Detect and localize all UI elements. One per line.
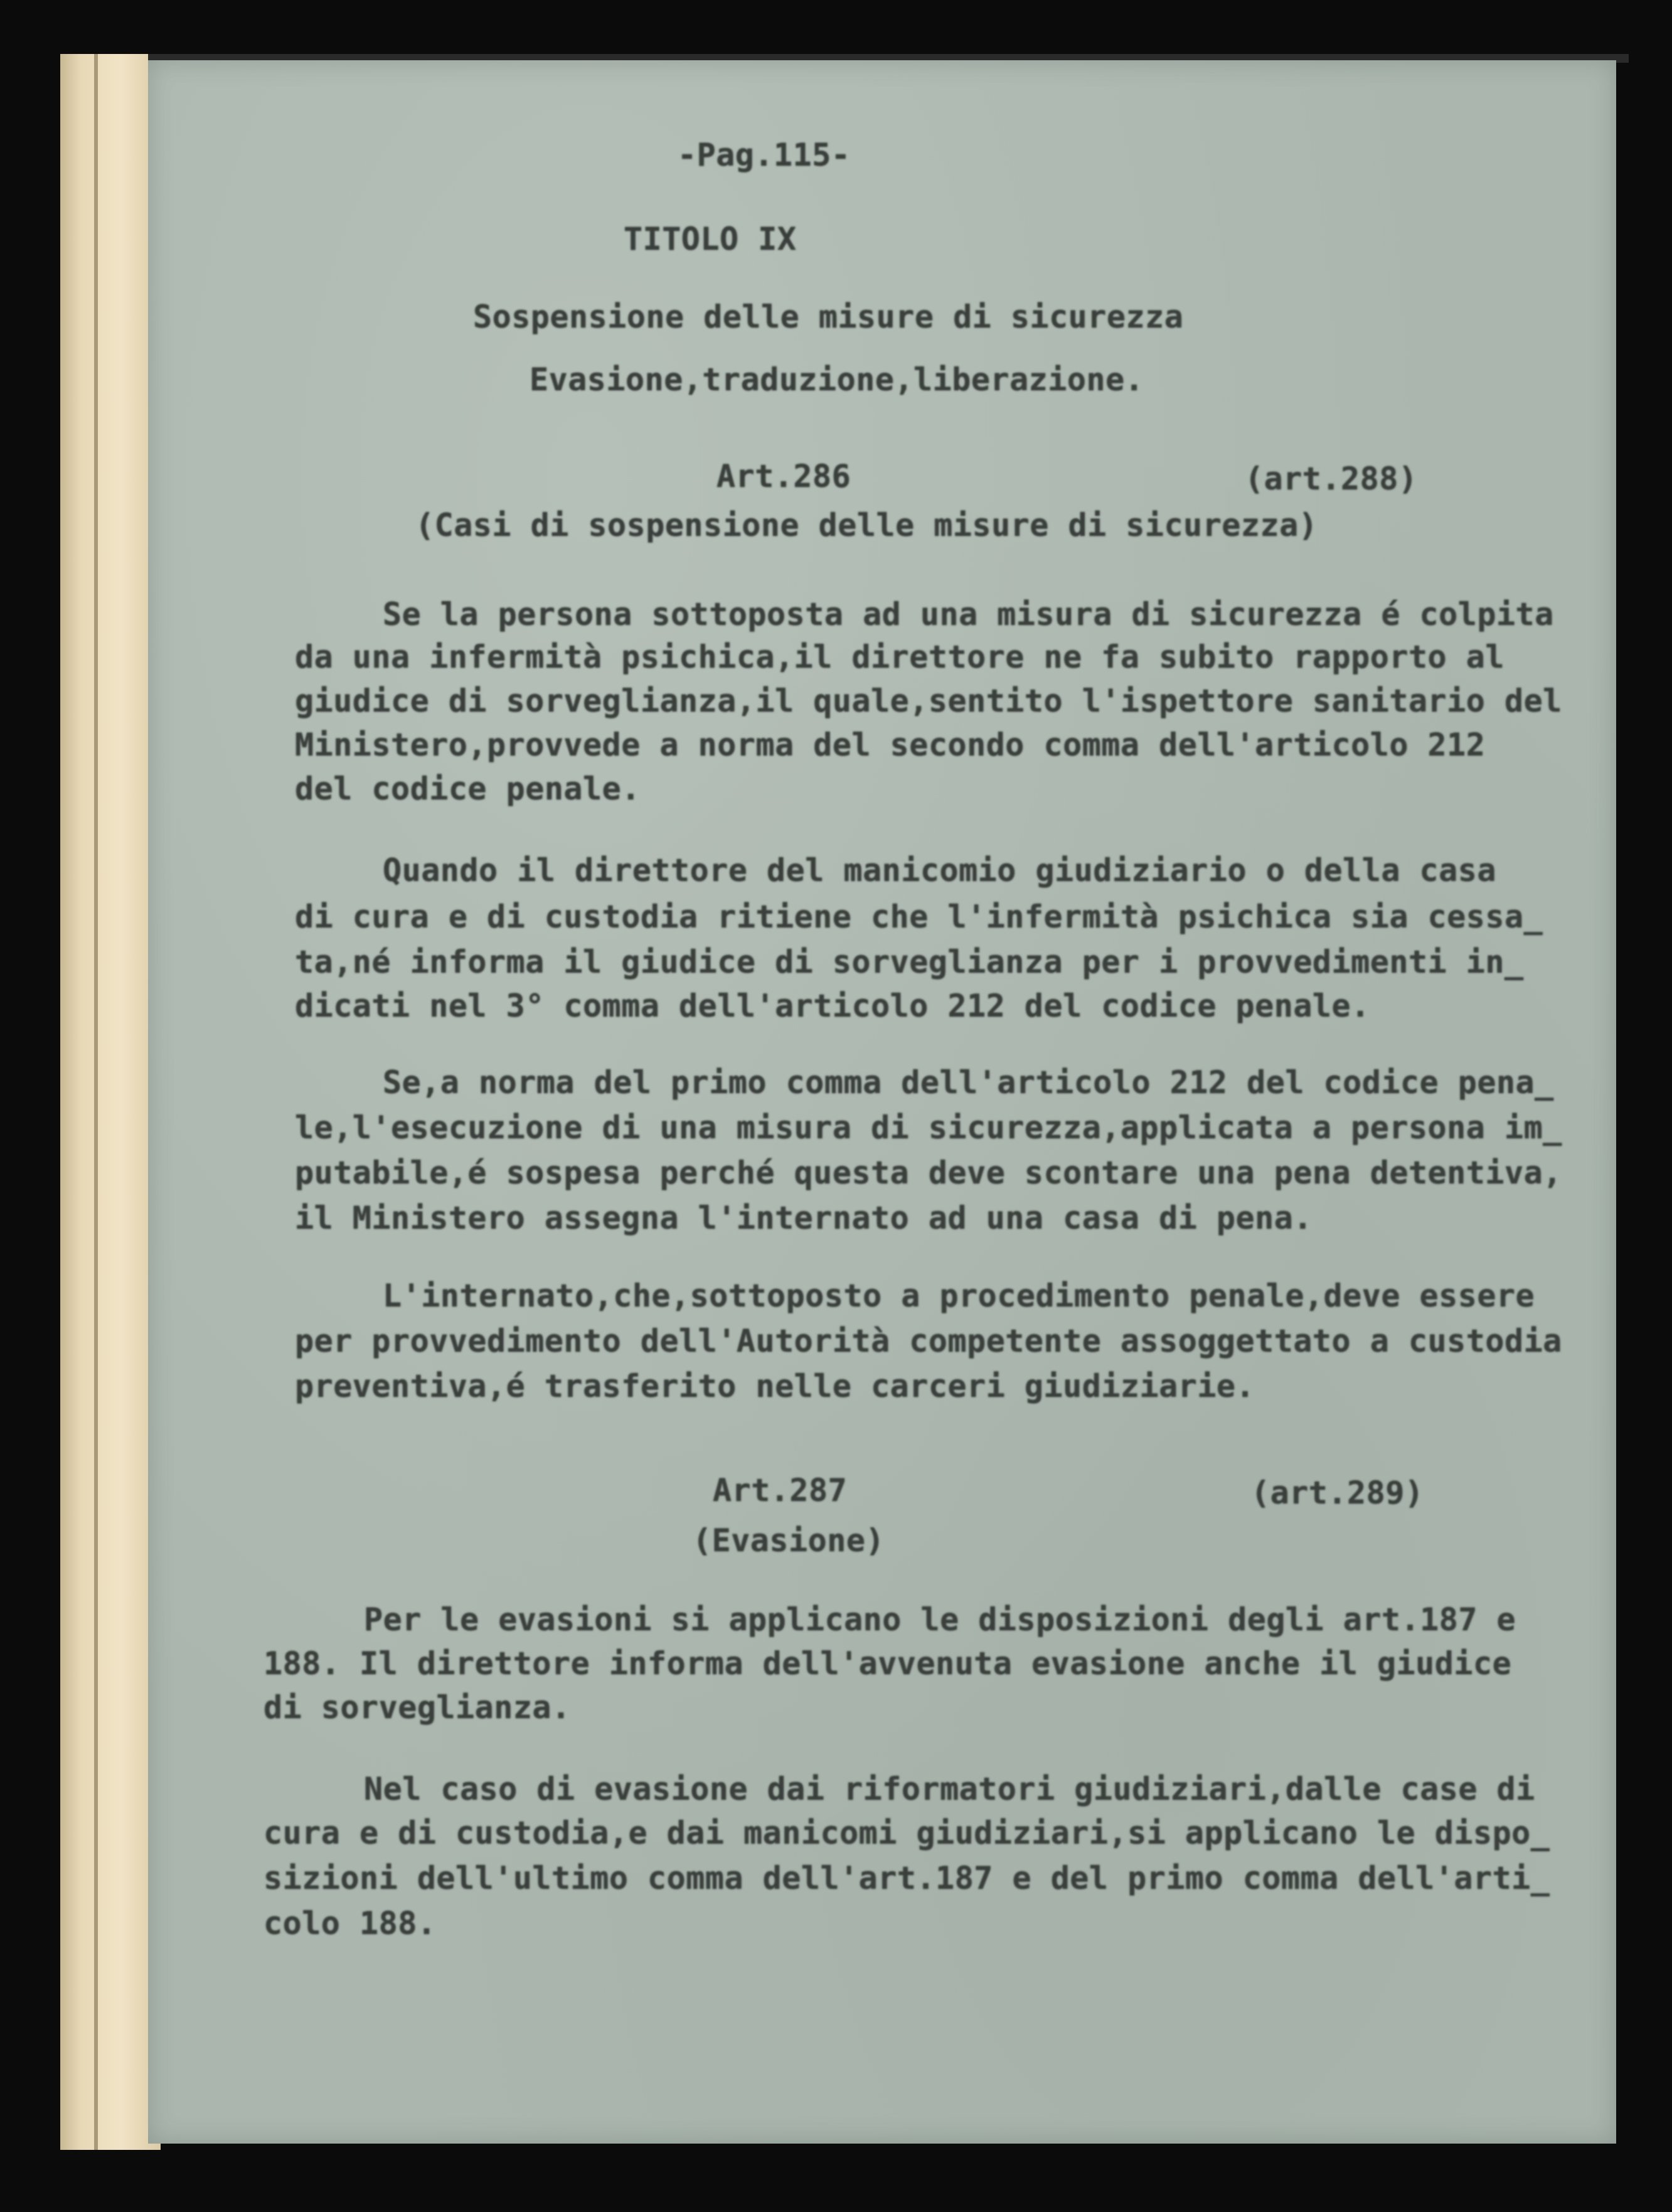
section-subtitle-2: Evasione,traduzione,liberazione. <box>530 361 1144 398</box>
art286-line: dicati nel 3° comma dell'articolo 212 del codice penale. <box>295 988 1370 1024</box>
art286-line: Quando il direttore del manicomio giudiziario o della casa <box>383 852 1496 889</box>
art287-line: sizioni dell'ultimo comma dell'art.187 e del primo comma dell'arti_ <box>264 1860 1550 1896</box>
art287-line: di sorveglianza. <box>264 1689 571 1726</box>
article-286-label: Art.286 <box>716 458 851 494</box>
art287-line: Per le evasioni si applicano le disposizioni degli art.187 e <box>364 1601 1516 1638</box>
art287-line: colo 188. <box>264 1905 437 1942</box>
article-287-ref: (art.289) <box>1251 1475 1424 1511</box>
backing-sheet-edge <box>94 54 98 2150</box>
article-286-heading: (Casi di sospensione delle misure di sicurezza) <box>415 507 1318 543</box>
art286-line: le,l'esecuzione di una misura di sicurezza,applicata a persona im_ <box>295 1109 1562 1146</box>
art286-line: per provvedimento dell'Autorità competente assoggettato a custodia <box>295 1323 1562 1359</box>
art286-line: del codice penale. <box>295 771 641 807</box>
art287-line: cura e di custodia,e dai manicomi giudiziari,si applicano le dispo_ <box>264 1815 1550 1851</box>
art286-line: il Ministero assegna l'internato ad una casa di pena. <box>295 1200 1313 1236</box>
backing-sheet <box>60 54 161 2150</box>
art287-line: Nel caso di evasione dai riformatori giudiziari,dalle case di <box>364 1771 1535 1807</box>
article-287-label: Art.287 <box>713 1472 848 1509</box>
art286-line: ta,né informa il giudice di sorveglianza per i provvedimenti in_ <box>295 944 1524 980</box>
section-subtitle-1: Sospensione delle misure di sicurezza <box>473 299 1184 335</box>
article-286-ref: (art.288) <box>1245 461 1418 497</box>
art286-line: preventiva,é trasferito nelle carceri giudiziarie. <box>295 1368 1255 1404</box>
art286-line: Se,a norma del primo comma dell'articolo 212 del codice pena_ <box>383 1064 1554 1101</box>
art286-line: Se la persona sottoposta ad una misura di sicurezza é colpita <box>383 596 1554 633</box>
art286-line: da una infermità psichica,il direttore ne fa subito rapporto al <box>295 639 1504 675</box>
art286-line: Ministero,provvede a norma del secondo comma dell'articolo 212 <box>295 727 1486 763</box>
art286-line: giudice di sorveglianza,il quale,sentito l'ispettore sanitario del <box>295 683 1562 719</box>
page-number: -Pag.115- <box>678 137 851 173</box>
section-title: TITOLO IX <box>624 221 797 257</box>
art286-line: putabile,é sospesa perché questa deve scontare una pena detentiva, <box>295 1155 1562 1191</box>
article-287-heading: (Evasione) <box>693 1522 885 1559</box>
art286-line: di cura e di custodia ritiene che l'infermità psichica sia cessa_ <box>295 899 1543 935</box>
art286-line: L'internato,che,sottoposto a procedimento penale,deve essere <box>383 1278 1535 1314</box>
art287-line: 188. Il direttore informa dell'avvenuta evasione anche il giudice <box>264 1645 1512 1682</box>
